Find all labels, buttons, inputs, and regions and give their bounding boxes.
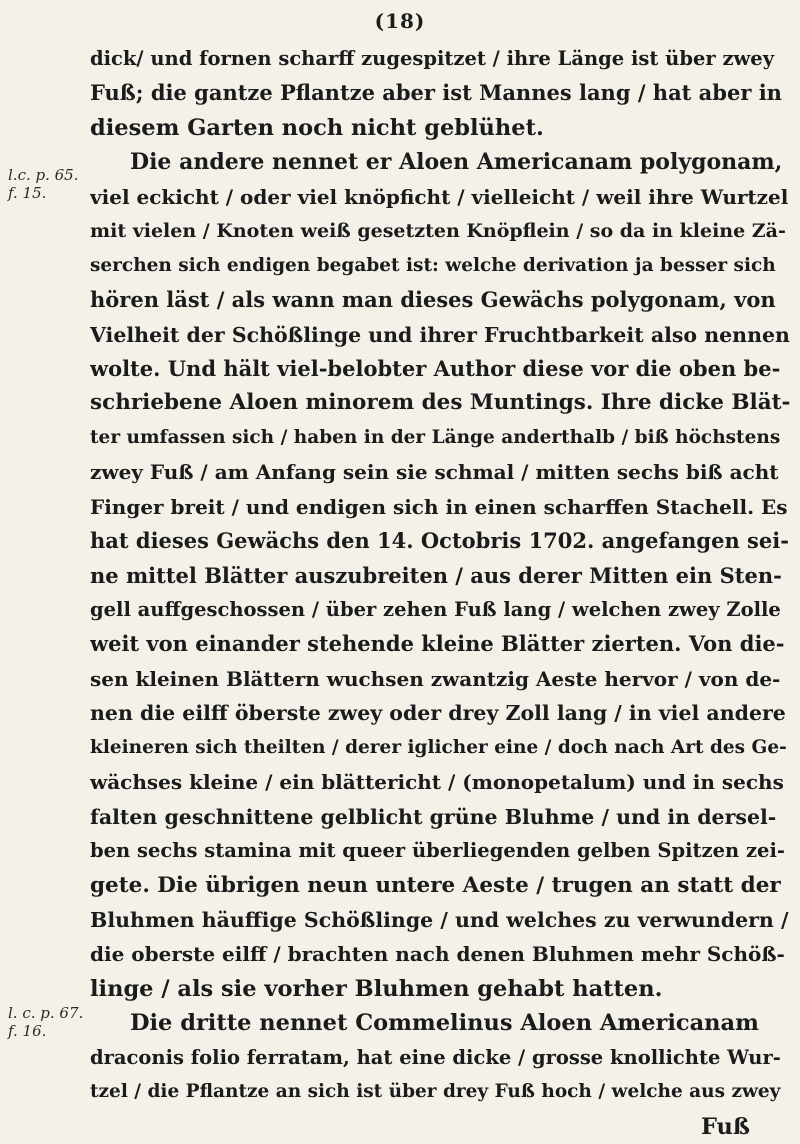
text-line: Bluhmen häuffige Schößlinge / und welches zu verwundern / (90, 907, 789, 932)
text-line: falten geschnittene gelblicht grüne Bluhme / und in dersel- (90, 804, 777, 829)
text-line: gell auffgeschossen / über zehen Fuß lang / welchen zwey Zolle (90, 598, 781, 621)
text-line: wolte. Und hält viel-belobter Author diese vor die oben be- (90, 355, 781, 381)
margin-note-fig: f. 15. (8, 184, 47, 202)
text-line: diesem Garten noch nicht geblühet. (90, 114, 544, 141)
text-line: tzel / die Pflantze an sich ist über drey Fuß hoch / welche aus zwey (90, 1081, 781, 1103)
text-line: dick/ und fornen scharff zugespitzet / ihre Länge ist über zwey (90, 47, 775, 70)
text-line: weit von einander stehende kleine Blätter zierten. Von die- (90, 631, 785, 657)
text-line: hören läst / als wann man dieses Gewächs polygonam, von (90, 287, 776, 313)
text-line: draconis folio ferratam, hat eine dicke / grosse knollichte Wur- (90, 1045, 781, 1069)
text-line: Finger breit / und endigen sich in einen scharffen Stachell. Es (90, 494, 788, 519)
text-line: sen kleinen Blättern wuchsen zwantzig Aeste hervor / von de- (90, 666, 781, 691)
text-line: serchen sich endigen begabet ist: welche derivation ja besser sich (90, 254, 776, 276)
margin-note-fig: f. 16. (8, 1022, 47, 1040)
text-line: wächses kleine / ein blättericht / (monopetalum) und in sechs (90, 770, 784, 795)
text-line: viel eckicht / oder viel knöpficht / vielleicht / weil ihre Wurtzel (90, 184, 789, 209)
text-line: die oberste eilff / brachten nach denen Bluhmen mehr Schöß- (90, 942, 785, 967)
text-line: Die dritte nennet Commelinus Aloen Americanam (130, 1010, 759, 1037)
margin-note-ref: l.c. p. 65. (8, 166, 79, 184)
catchword: Fuß (700, 1113, 750, 1140)
text-line: Fuß; die gantze Pflantze aber ist Mannes lang / hat aber in (90, 80, 782, 106)
text-line: schriebene Aloen minorem des Muntings. Ihre dicke Blät- (90, 390, 790, 416)
text-line: kleineren sich theilten / derer iglicher eine / doch nach Art des Ge- (90, 736, 787, 758)
text-line: ne mittel Blätter auszubreiten / aus derer Mitten ein Sten- (90, 562, 782, 588)
body-text (90, 42, 790, 1144)
text-line: Vielheit der Schößlinge und ihrer Fruchtbarkeit also nennen (90, 322, 790, 347)
text-line: ben sechs stamina mit queer überliegenden gelben Spitzen zei- (90, 839, 785, 863)
page-number: (18) (374, 9, 426, 33)
text-line: nen die eilff öberste zwey oder drey Zoll lang / in viel andere (90, 701, 786, 726)
text-line: ter umfassen sich / haben in der Länge anderthalb / biß höchstens (90, 426, 781, 448)
margin-note-ref: l. c. p. 67. (8, 1004, 84, 1022)
text-line: zwey Fuß / am Anfang sein sie schmal / mitten sechs biß acht (90, 460, 779, 485)
text-line: mit vielen / Knoten weiß gesetzten Knöpflein / so da in kleine Zä- (90, 220, 786, 243)
text-line: hat dieses Gewächs den 14. Octobris 1702. angefangen sei- (90, 528, 789, 554)
margin-note-1 (8, 166, 79, 202)
text-line: linge / als sie vorher Bluhmen gehabt hatten. (90, 975, 663, 1002)
text-line: Die andere nennet er Aloen Americanam polygonam, (130, 149, 783, 176)
text-line: gete. Die übrigen neun untere Aeste / trugen an statt der (90, 872, 781, 898)
margin-note-2 (8, 1004, 83, 1040)
